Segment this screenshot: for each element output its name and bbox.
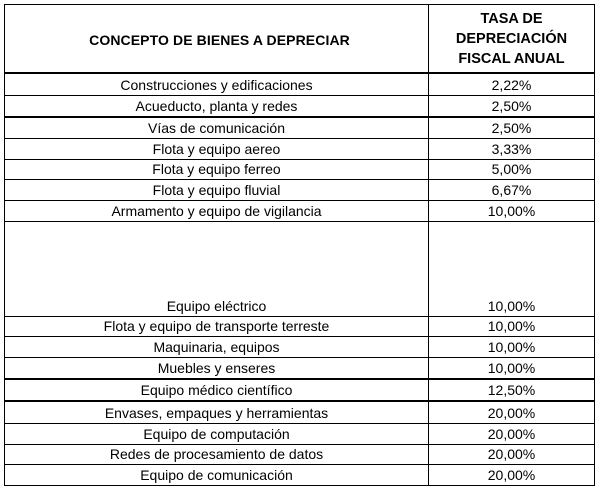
row-rate: 2,50% <box>491 98 532 114</box>
table-row <box>5 317 594 337</box>
header-rate-line1: TASA DE <box>480 11 543 27</box>
table-row <box>5 74 594 96</box>
row-rate: 10,00% <box>487 298 536 314</box>
table-row <box>5 180 594 201</box>
row-rate: 10,00% <box>487 339 536 355</box>
row-concept: Envases, empaques y herramientas <box>104 405 329 421</box>
row-concept: Armamento y equipo de vigilancia <box>111 203 322 219</box>
table-row <box>5 358 594 380</box>
row-concept: Redes de procesamiento de datos <box>109 446 324 462</box>
row-concept: Flota y equipo aereo <box>152 141 281 157</box>
row-concept: Equipo de comunicación <box>140 467 293 483</box>
row-concept: Flota y equipo fluvial <box>152 182 281 198</box>
row-rate: 20,00% <box>487 446 536 462</box>
row-rate: 20,00% <box>487 467 536 483</box>
row-rate: 2,50% <box>491 120 532 136</box>
row-rate: 3,33% <box>491 141 532 157</box>
table-row <box>5 402 594 424</box>
header-concept: CONCEPTO DE BIENES A DEPRECIAR <box>89 31 350 48</box>
row-concept: Flota y equipo ferreo <box>152 161 281 177</box>
row-concept: Equipo médico científico <box>140 382 293 398</box>
table-row <box>5 424 594 445</box>
row-concept: Acueducto, planta y redes <box>135 98 298 114</box>
table-row <box>5 337 594 358</box>
table-row <box>5 96 594 118</box>
table-row <box>5 222 594 317</box>
row-concept: Construcciones y edificaciones <box>120 77 313 93</box>
header-rate-line2: DEPRECIACIÓN <box>455 31 568 47</box>
header-rate <box>429 9 594 69</box>
row-rate: 20,00% <box>487 426 536 442</box>
row-rate: 10,00% <box>487 360 536 376</box>
table-row <box>5 160 594 180</box>
table-row <box>5 380 594 402</box>
table-row <box>5 118 594 139</box>
row-rate: 12,50% <box>487 382 536 398</box>
row-rate: 20,00% <box>487 405 536 421</box>
row-concept: Flota y equipo de transporte terreste <box>103 318 330 334</box>
row-concept: Maquinaria, equipos <box>153 339 280 355</box>
table-row <box>5 445 594 465</box>
table-row <box>5 201 594 222</box>
table-row <box>5 139 594 160</box>
row-rate: 6,67% <box>491 182 532 198</box>
row-rate: 2,22% <box>491 77 532 93</box>
row-concept: Muebles y enseres <box>157 360 276 376</box>
row-rate: 10,00% <box>487 203 536 219</box>
row-concept: Vías de comunicación <box>148 120 285 136</box>
header-rate-line3: FISCAL ANUAL <box>458 51 565 67</box>
row-concept: Equipo eléctrico <box>166 298 267 314</box>
table-header <box>5 5 594 74</box>
row-rate: 5,00% <box>491 161 532 177</box>
row-concept: Equipo de computación <box>143 426 290 442</box>
table-row <box>5 465 594 485</box>
depreciation-table <box>4 4 595 486</box>
row-rate: 10,00% <box>487 318 536 334</box>
